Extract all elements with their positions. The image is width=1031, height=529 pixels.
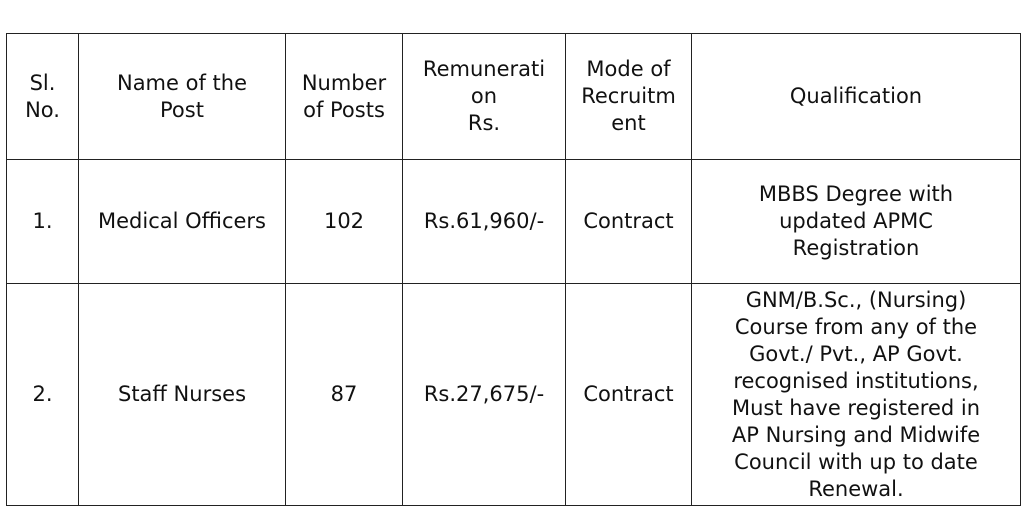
cell-remuneration: Rs.27,675/- [403,284,566,506]
cell-post-name: Medical Officers [79,160,286,284]
header-remuneration: Remunerati on Rs. [403,34,566,160]
table-header-row [7,34,1021,160]
cell-mode-of-recruitment: Contract [566,160,692,284]
cell-mode-of-recruitment: Contract [566,284,692,506]
cell-post-name: Staff Nurses [79,284,286,506]
table-row [7,160,1021,284]
cell-sl-no: 2. [7,284,79,506]
recruitment-posts-table [6,33,1021,506]
header-mode-of-recruitment: Mode of Recruitm ent [566,34,692,160]
cell-remuneration: Rs.61,960/- [403,160,566,284]
cell-number-of-posts: 102 [286,160,403,284]
cell-qualification: MBBS Degree with updated APMC Registration [692,160,1021,284]
cell-qualification: GNM/B.Sc., (Nursing) Course from any of the Govt./ Pvt., AP Govt. recognised institutions, Must have registered in AP Nursing and Midwife Council with up to date Renewal. [692,284,1021,506]
header-sl-no: Sl. No. [7,34,79,160]
cell-number-of-posts: 87 [286,284,403,506]
header-number-of-posts: Number of Posts [286,34,403,160]
header-post-name: Name of the Post [79,34,286,160]
cell-sl-no: 1. [7,160,79,284]
header-qualification: Qualification [692,34,1021,160]
table-row [7,284,1021,506]
